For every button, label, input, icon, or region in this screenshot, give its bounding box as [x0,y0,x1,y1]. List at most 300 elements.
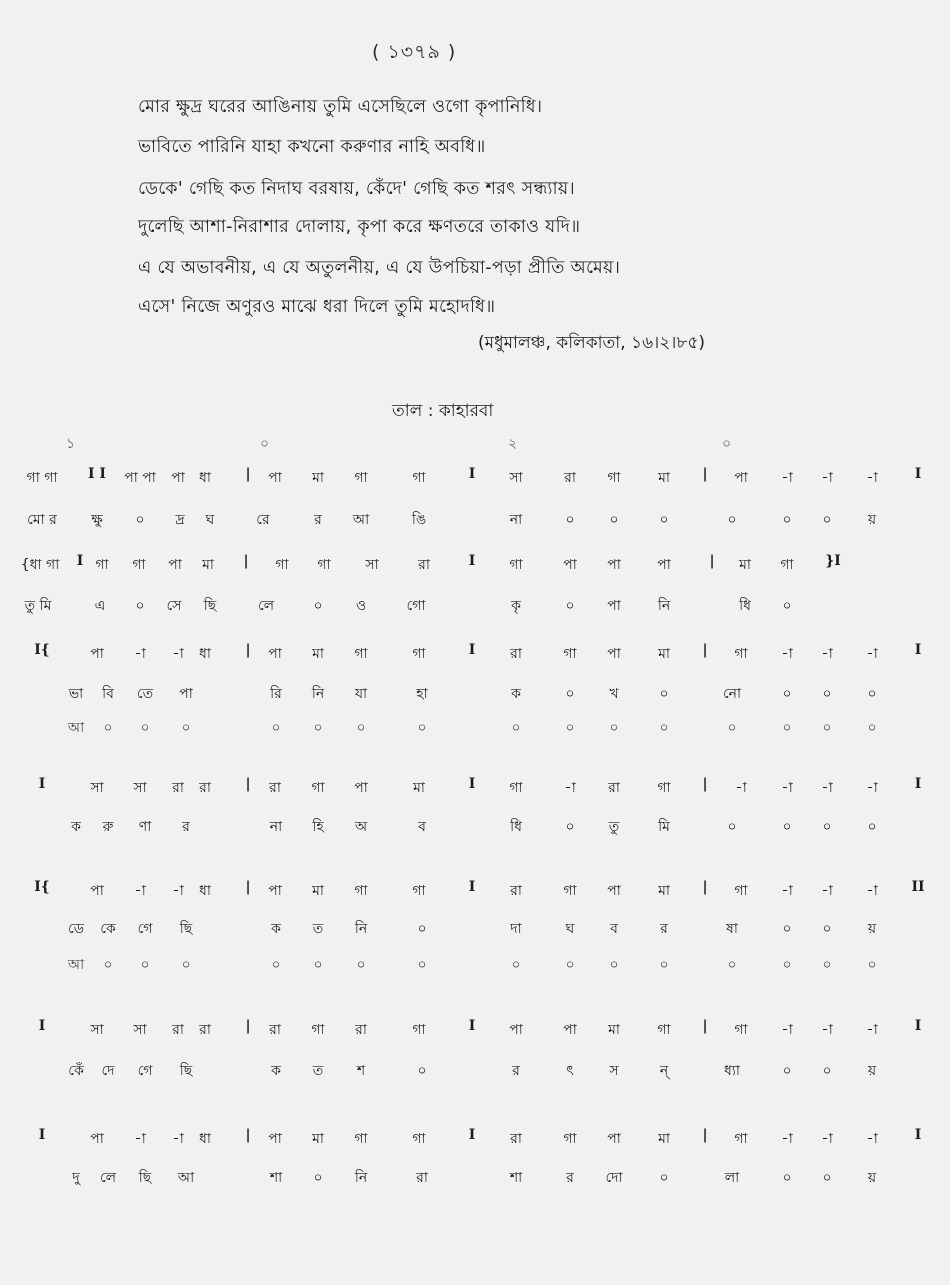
syllable: র [660,921,668,937]
syllable: দো [605,1170,623,1186]
note: গা [311,780,325,796]
note: মা [739,557,751,573]
note: গা [780,557,794,573]
syllable: রে [256,512,270,528]
note: রা [608,780,620,796]
syllable: ব [418,819,426,835]
syllable: ঙি [411,512,427,528]
syllable: কেঁ [68,1063,84,1079]
note: সা [509,470,523,486]
syllable: ০ [135,598,145,614]
note: মা [312,1131,324,1147]
syllable: ন্ [659,1063,669,1079]
bar-line: I [914,1127,922,1143]
bar-line: | [245,1127,251,1143]
note: পা [268,646,282,662]
syllable: ০ [565,957,575,973]
bar-line: I{ [34,879,50,895]
note: গা গা [26,470,58,486]
syllable: ০ [417,957,427,973]
bar-line: I [468,642,476,658]
syllable: আ [67,720,85,736]
syllable: ঘ [565,921,575,937]
note: মা [202,557,214,573]
note: গা [563,883,577,899]
syllable: ০ [271,720,281,736]
note: পা [607,646,621,662]
syllable: ০ [727,957,737,973]
syllable: ০ [782,686,792,702]
syllable: ০ [313,720,323,736]
syllable: ০ [867,720,877,736]
syllable: স [609,1063,619,1079]
notation-row [0,1127,950,1161]
note: গা [354,1131,368,1147]
note: রা [199,780,211,796]
note: রা [199,1022,211,1038]
bar-line: | [245,1018,251,1034]
syllable: ঘ [205,512,215,528]
syllable: শা [509,1170,523,1186]
syllable: খ [609,686,619,702]
note: গা [563,646,577,662]
syllable: ০ [659,720,669,736]
beat-marker: ১ [66,436,76,452]
note: পা [268,883,282,899]
syllable: দে [101,1063,115,1079]
syllable: ০ [417,720,427,736]
syllable: ০ [356,957,366,973]
syllable: র [314,512,322,528]
note: -া [866,780,878,796]
syllable: না [509,512,523,528]
syllable: বি [102,686,114,702]
note: -া [821,780,833,796]
syllable: র [512,1063,520,1079]
syllable: ০ [867,819,877,835]
syllable: ০ [867,686,877,702]
note: -া [134,646,146,662]
syllable: নি [657,598,671,614]
syllable: ০ [417,1063,427,1079]
syllable: তু [608,819,620,835]
note: পা [171,470,185,486]
note: রা [418,557,430,573]
syllable: ত [312,921,324,937]
syllable: ০ [867,957,877,973]
bar-line: | [702,642,708,658]
syllable: য় [867,512,877,528]
syllable-row [0,594,950,628]
note: ধা [199,646,211,662]
syllable: আ [352,512,370,528]
syllable: হি [312,819,324,835]
bar-line: I [914,776,922,792]
note: -া [781,646,793,662]
note: -া [821,646,833,662]
syllable: পা [179,686,193,702]
note: পা [90,646,104,662]
bar-line: I [468,466,476,482]
note: -া [781,1131,793,1147]
note: গা [734,1022,748,1038]
note: সা [365,557,379,573]
note: গা [412,646,426,662]
note: মা [413,780,425,796]
note: মা [312,646,324,662]
note: -া [781,1022,793,1038]
syllable: আ [177,1170,195,1186]
syllable: ০ [822,1063,832,1079]
syllable: ধি [510,819,522,835]
syllable: মো র [27,512,57,528]
note: মা [658,470,670,486]
syllable: ০ [565,598,575,614]
note: পা [563,557,577,573]
note: রা [269,1022,281,1038]
note: ধা [199,883,211,899]
syllable: হা [416,686,428,702]
notation-row [0,553,950,587]
syllable: ০ [782,819,792,835]
note: -া [172,1131,184,1147]
note: গা [509,780,523,796]
bar-line: | [709,553,715,569]
tala-heading: তাল : কাহারবা [392,401,494,421]
note: গা [412,470,426,486]
beat-marker: ০ [722,436,732,452]
syllable: নো [722,686,742,702]
page-number: ( ১৩৭৯ ) [372,41,457,63]
syllable: ০ [727,512,737,528]
syllable: ক [511,686,521,702]
source-citation: (মধুমালঞ্চ, কলিকাতা, ১৬।২।৮৫) [478,333,706,353]
bar-line: I [468,776,476,792]
bar-line: | [702,879,708,895]
syllable: ০ [609,720,619,736]
syllable: ০ [822,512,832,528]
bar-line: | [702,1018,708,1034]
syllable: ভা [68,686,84,702]
syllable: র [566,1170,574,1186]
syllable: ০ [727,819,737,835]
syllable: ০ [181,720,191,736]
syllable: অ [354,819,368,835]
syllable: গো [406,598,426,614]
note: সা [90,1022,104,1038]
note: গা [563,1131,577,1147]
bar-line: }I [825,553,841,569]
syllable-row [0,682,950,716]
syllable: গে [137,921,153,937]
syllable-row [0,917,950,951]
syllable: ০ [313,598,323,614]
note: সা [90,780,104,796]
syllable: ০ [271,957,281,973]
bar-line: | [702,466,708,482]
syllable: ক্ষু [91,512,103,528]
note: পা [734,470,748,486]
syllable: মি [658,819,670,835]
syllable: ০ [103,720,113,736]
syllable: ছি [179,921,193,937]
note: রা [510,646,522,662]
note: -া [821,883,833,899]
note: সা [133,780,147,796]
bar-line: I [468,553,476,569]
note: রা [355,1022,367,1038]
syllable: ০ [782,921,792,937]
syllable: ০ [822,819,832,835]
syllable: নি [354,1170,368,1186]
syllable: পা [607,598,621,614]
note: -া [866,1131,878,1147]
note: গা [412,883,426,899]
bar-line: I [76,553,84,569]
syllable: দা [510,921,522,937]
syllable: ক [271,1063,281,1079]
syllable: ০ [103,957,113,973]
syllable: ছি [203,598,217,614]
notation-row [0,466,950,500]
note: গা [657,1022,671,1038]
note: রা [510,1131,522,1147]
note: রা [510,883,522,899]
syllable: ০ [135,512,145,528]
syllable: দ্র [175,512,185,528]
syllable: তে [136,686,154,702]
syllable: ০ [822,720,832,736]
syllable: ০ [609,512,619,528]
syllable: কৃ [511,598,521,614]
note: -া [866,883,878,899]
bar-line: | [245,776,251,792]
syllable: যা [354,686,368,702]
note: -া [821,1022,833,1038]
lyric-line: মোর ক্ষুদ্র ঘরের আঙিনায় তুমি এসেছিলে ওগো কৃপানিধি। [138,97,543,117]
syllable: ছি [138,1170,152,1186]
note: -া [821,1131,833,1147]
bar-line: I [468,879,476,895]
syllable: ০ [782,512,792,528]
syllable: রু [102,819,114,835]
note: গা [132,557,146,573]
syllable: ধ্যা [724,1063,740,1079]
syllable-row [0,1059,950,1093]
syllable: লে [257,598,275,614]
syllable: ০ [659,686,669,702]
note: পা [657,557,671,573]
note: গা [412,1131,426,1147]
note: রা [564,470,576,486]
note: -া [866,646,878,662]
note: ধা [199,470,211,486]
syllable: ০ [565,512,575,528]
syllable: ০ [313,957,323,973]
note: গা [95,557,109,573]
note: গা [734,1131,748,1147]
note: গা [317,557,331,573]
alt-syllable-row [0,953,950,987]
syllable: ক [271,921,281,937]
syllable: সে [166,598,182,614]
note: রা [269,780,281,796]
note: -া [172,646,184,662]
beat-marker: ২ [508,436,518,452]
syllable: ০ [417,921,427,937]
syllable: লে [99,1170,117,1186]
syllable: ০ [565,720,575,736]
syllable: তু মি [24,598,52,614]
syllable-row [0,508,950,542]
syllable: ষা [726,921,738,937]
syllable: এ [94,598,106,614]
syllable: শা [269,1170,283,1186]
lyric-line: দুলেছি আশা-নিরাশার দোলায়, কৃপা করে ক্ষণতরে তাকাও যদি॥ [138,217,581,237]
note: -া [172,883,184,899]
note: পা [354,780,368,796]
note: গা [311,1022,325,1038]
syllable: ৎ [566,1063,574,1079]
note: গা [734,883,748,899]
bar-line: I [914,642,922,658]
note: পা [509,1022,523,1038]
syllable: ত [312,1063,324,1079]
note: রা [172,1022,184,1038]
syllable: ০ [782,1063,792,1079]
syllable: ০ [782,957,792,973]
note: রা [172,780,184,796]
syllable: ০ [782,1170,792,1186]
note: ধা [199,1131,211,1147]
lyric-line: এসে' নিজে অণুরও মাঝে ধরা দিলে তুমি মহোদধি॥ [138,297,496,317]
syllable: নি [354,921,368,937]
bar-line: I [914,466,922,482]
syllable: গে [137,1063,153,1079]
note: পা [607,1131,621,1147]
note: -া [781,470,793,486]
note: পা [563,1022,577,1038]
syllable: য় [867,1063,877,1079]
syllable-row [0,1166,950,1200]
syllable: ০ [565,819,575,835]
syllable: ০ [659,512,669,528]
note: মা [658,883,670,899]
syllable: রা [416,1170,428,1186]
bar-line: I [468,1018,476,1034]
notation-row [0,1018,950,1052]
bar-line: I [38,776,46,792]
note: মা [658,1131,670,1147]
syllable: ণা [138,819,152,835]
note: গা [509,557,523,573]
bar-line: I [38,1018,46,1034]
note: পা পা [124,470,156,486]
note: গা [607,470,621,486]
syllable: ০ [822,686,832,702]
note: {ধা গা [20,557,60,573]
syllable: ০ [511,720,521,736]
note: -া [134,1131,146,1147]
bar-line: | [245,466,251,482]
syllable: য় [867,1170,877,1186]
syllable: নি [311,686,325,702]
note: -া [564,780,576,796]
lyric-line: এ যে অভাবনীয়, এ যে অতুলনীয়, এ যে উপচিয়া-পড়া প্রীতি অমেয়। [138,258,621,278]
note: মা [312,883,324,899]
notation-row [0,776,950,810]
syllable: না [269,819,283,835]
note: -া [735,780,747,796]
syllable: ধি [739,598,751,614]
note: -া [866,470,878,486]
syllable: কে [100,921,116,937]
syllable: ০ [822,1170,832,1186]
syllable: ০ [822,957,832,973]
syllable: ০ [356,720,366,736]
syllable: ০ [140,720,150,736]
note: মা [658,646,670,662]
syllable: রি [270,686,282,702]
syllable: শ [356,1063,366,1079]
syllable: ক [71,819,81,835]
syllable: ছি [179,1063,193,1079]
syllable: ০ [782,598,792,614]
lyric-line: ভাবিতে পারিনি যাহা কখনো করুণার নাহি অবধি॥ [138,137,486,157]
bar-line: | [245,642,251,658]
syllable: ০ [659,957,669,973]
note: গা [275,557,289,573]
note: গা [412,1022,426,1038]
note: গা [734,646,748,662]
syllable-row [0,815,950,849]
note: -া [781,883,793,899]
note: পা [268,470,282,486]
notation-row [0,879,950,913]
syllable: য় [867,921,877,937]
note: -া [821,470,833,486]
bar-line: | [702,1127,708,1143]
note: -া [781,780,793,796]
bar-line: I [914,1018,922,1034]
bar-line: I [38,1127,46,1143]
syllable: ডে [68,921,84,937]
syllable: ০ [782,720,792,736]
syllable: ০ [565,686,575,702]
syllable: ০ [181,957,191,973]
note: -া [134,883,146,899]
bar-line: II [911,879,925,895]
bar-line: | [243,553,249,569]
note: সা [133,1022,147,1038]
syllable: ০ [659,1170,669,1186]
syllable: ০ [727,720,737,736]
syllable: আ [67,957,85,973]
syllable: ০ [313,1170,323,1186]
alt-syllable-row [0,716,950,750]
syllable: র [182,819,190,835]
bar-line: I [468,1127,476,1143]
syllable: ০ [511,957,521,973]
note: গা [354,646,368,662]
note: পা [90,1131,104,1147]
note: মা [608,1022,620,1038]
syllable: দু [72,1170,80,1186]
bar-line: I I [88,466,106,482]
bar-line: | [702,776,708,792]
bar-line: | [245,879,251,895]
beat-marker: ০ [260,436,270,452]
